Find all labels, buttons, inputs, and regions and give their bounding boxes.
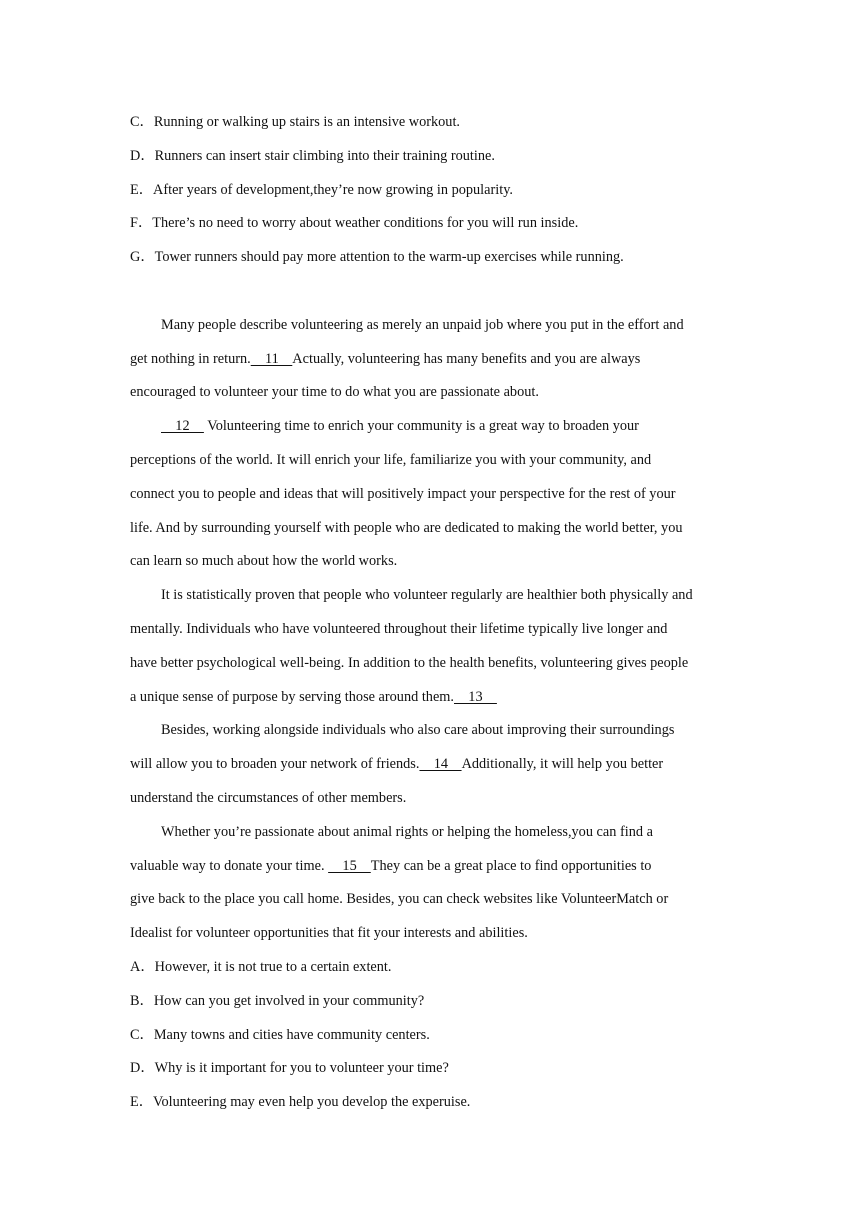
option-item (130, 109, 730, 143)
option-letter: C． (130, 1026, 154, 1043)
paragraph-5 (130, 819, 730, 954)
option-item (130, 1022, 730, 1056)
option-item (130, 954, 730, 988)
paragraph-3 (130, 582, 730, 717)
text-line: Idealist for volunteer opportunities that fit your interests and abilities. (130, 925, 528, 942)
option-text: Tower runners should pay more attention to the warm-up exercises while running. (154, 249, 624, 266)
text-line: Whether you’re passionate about animal rights or helping the homeless,you can find a (161, 823, 653, 840)
option-text: After years of development,they’re now growing in popularity. (153, 181, 513, 198)
text-line (130, 853, 730, 887)
option-text: Volunteering may even help you develop the experuise. (153, 1094, 471, 1111)
option-letter: A． (130, 958, 155, 975)
blank-12: 12 (161, 418, 204, 435)
text-line: perceptions of the world. It will enrich your life, familiarize you with your community, and (130, 451, 652, 468)
option-text: Runners can insert stair climbing into their training routine. (154, 147, 495, 164)
text-line (130, 413, 730, 447)
options-list (130, 954, 730, 1123)
text-span: will allow you to broaden your network of friends. (130, 756, 420, 773)
option-letter: G． (130, 249, 155, 266)
text-line: can learn so much about how the world works. (130, 553, 398, 570)
text-line: mentally. Individuals who have volunteered throughout their lifetime typically live longer and (130, 620, 668, 637)
text-span: They can be a great place to find opportunities to (370, 857, 652, 874)
text-line (130, 346, 730, 380)
text-line (130, 684, 730, 718)
text-line: give back to the place you call home. Besides, you can check websites like VolunteerMatch or (130, 891, 669, 908)
option-letter: C． (130, 114, 154, 130)
option-letter: B． (130, 992, 154, 1009)
text-span: a unique sense of purpose by serving those around them. (130, 688, 454, 705)
text-span: Actually, volunteering has many benefits and you are always (292, 350, 641, 367)
blank-14: 14 (419, 756, 462, 773)
option-item (130, 1055, 730, 1089)
option-item (130, 177, 730, 211)
option-item (130, 143, 730, 177)
text-line: have better psychological well-being. In addition to the health benefits, volunteering gives people (130, 654, 689, 671)
option-text: Why is it important for you to volunteer your time? (154, 1060, 449, 1077)
text-span: get nothing in return. (130, 350, 251, 367)
text-span: Volunteering time to enrich your community is a great way to broaden your (203, 418, 639, 435)
option-letter: F． (130, 215, 153, 232)
text-line: life. And by surrounding yourself with people who are dedicated to making the world better, you (130, 519, 683, 536)
text-line: understand the circumstances of other members. (130, 789, 407, 806)
paragraph-1 (130, 312, 730, 413)
option-item (130, 1089, 730, 1123)
option-letter: D． (130, 147, 155, 164)
section-gap (130, 278, 730, 312)
paragraph-4 (130, 717, 730, 818)
text-line: It is statistically proven that people who volunteer regularly are healthier both physically and (161, 587, 693, 604)
text-line (130, 751, 730, 785)
option-text: Many towns and cities have community centers. (153, 1026, 430, 1043)
option-text: However, it is not true to a certain extent. (154, 958, 392, 975)
option-letter: D． (130, 1060, 155, 1077)
blank-13: 13 (454, 688, 497, 705)
text-span: Additionally, it will help you better (461, 756, 664, 773)
text-line: Besides, working alongside individuals who also care about improving their surroundings (161, 722, 675, 739)
text-line: encouraged to volunteer your time to do what you are passionate about. (130, 384, 539, 401)
option-item (130, 244, 730, 278)
blank-11: 11 (250, 350, 293, 367)
text-line: Many people describe volunteering as merely an unpaid job where you put in the effort and (161, 316, 684, 333)
text-line: connect you to people and ideas that will positively impact your perspective for the rest of your (130, 485, 676, 502)
previous-options-list (130, 109, 730, 278)
option-text: Running or walking up stairs is an intensive workout. (153, 114, 461, 130)
text-span: valuable way to donate your time. (130, 857, 329, 874)
option-letter: E． (130, 181, 154, 198)
passage (130, 312, 730, 954)
option-letter: E． (130, 1094, 154, 1111)
option-text: How can you get involved in your community? (153, 992, 425, 1009)
option-item (130, 988, 730, 1022)
paragraph-2 (130, 413, 730, 582)
option-item (130, 210, 730, 244)
blank-15: 15 (328, 857, 371, 874)
option-text: There’s no need to worry about weather conditions for you will run inside. (152, 215, 579, 232)
document-content (130, 109, 730, 1123)
